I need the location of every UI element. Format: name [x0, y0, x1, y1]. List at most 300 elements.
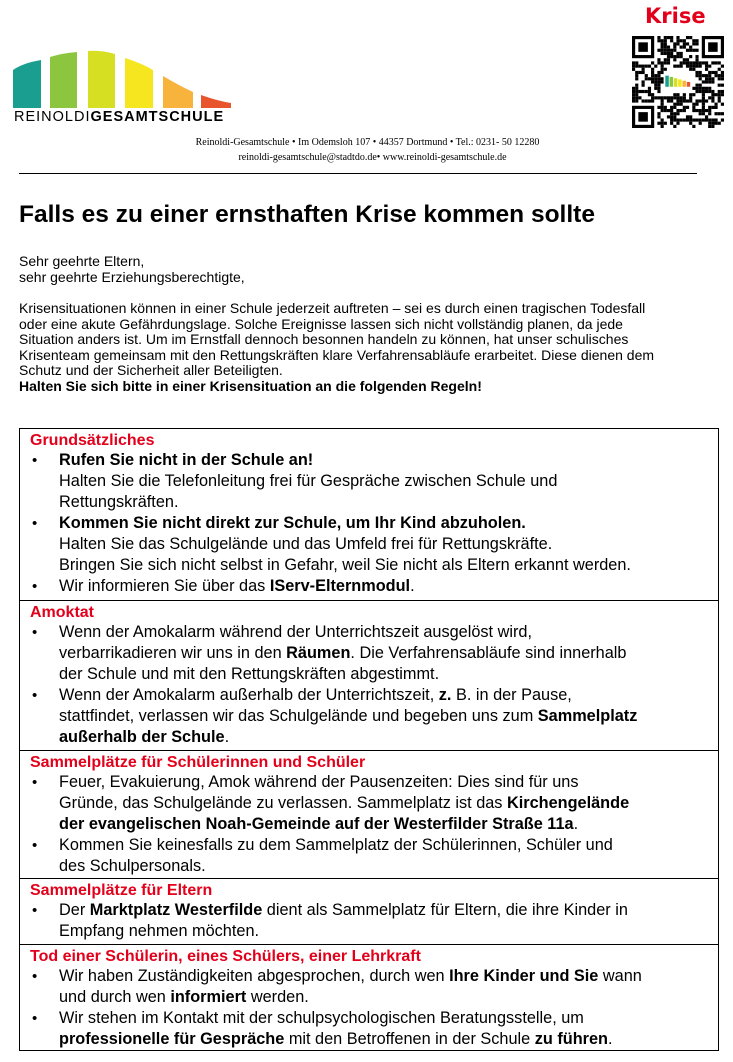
qr-module: [692, 125, 695, 128]
qr-module: [721, 118, 724, 121]
qr-module: [661, 71, 664, 74]
qr-module: [705, 109, 708, 112]
rule-text: Feuer, Evakuierung, Amok während der Pausenzeiten: Dies sind für uns: [59, 773, 579, 791]
qr-module: [657, 122, 660, 125]
qr-module: [654, 74, 657, 77]
qr-module: [645, 74, 648, 77]
qr-module: [673, 125, 676, 128]
qr-module: [680, 103, 683, 106]
section-title: Sammelplätze für Schülerinnen und Schüler: [30, 754, 366, 771]
qr-module: [673, 115, 676, 118]
section-title: Tod einer Schülerin, eines Schülers, einer Lehrkraft: [30, 948, 421, 965]
qr-module: [661, 65, 664, 68]
qr-module: [664, 42, 667, 45]
rule-text: Der: [59, 901, 90, 919]
qr-module: [711, 77, 714, 80]
intro-line: oder eine akute Gefährdungslage. Solche Ereignisse lassen sich nicht vollständig planen, da jede: [19, 315, 623, 332]
qr-module: [692, 118, 695, 121]
contact-line: reinoldi-gesamtschule@stadtdo.de• www.reinoldi-gesamtschule.de: [238, 152, 507, 163]
corner-label: Krise: [645, 4, 706, 28]
rule-line: [59, 987, 718, 1008]
logo-bar-4: [125, 58, 153, 108]
qr-module: [657, 90, 660, 93]
qr-module: [702, 96, 705, 99]
qr-module: [676, 42, 679, 45]
qr-module: [654, 65, 657, 68]
qr-module: [642, 80, 645, 83]
qr-module: [638, 96, 641, 99]
qr-module: [673, 58, 676, 61]
qr-module: [686, 49, 689, 52]
qr-module: [632, 68, 635, 71]
qr-module: [714, 74, 717, 77]
school-logo: [13, 50, 233, 108]
qr-module: [661, 96, 664, 99]
rule-line: [59, 576, 718, 597]
qr-module: [702, 112, 705, 115]
rule-item: [20, 1008, 718, 1050]
qr-module: [673, 96, 676, 99]
rule-emphasis: z.: [438, 686, 452, 704]
qr-module: [642, 84, 645, 87]
qr-module: [661, 80, 664, 83]
qr-module: [711, 118, 714, 121]
qr-module: [695, 58, 698, 61]
qr-module: [638, 90, 641, 93]
qr-module: [711, 125, 714, 128]
qr-finder: [638, 112, 648, 122]
qr-module: [661, 109, 664, 112]
qr-module: [673, 106, 676, 109]
qr-module: [695, 55, 698, 58]
qr-module: [661, 118, 664, 121]
rule-text: Kommen Sie keinesfalls zu dem Sammelplatz der Schülerinnen, Schüler und: [59, 836, 613, 854]
rule-line: [59, 685, 718, 706]
qr-module: [695, 74, 698, 77]
qr-module: [632, 90, 635, 93]
qr-module: [689, 118, 692, 121]
qr-module: [718, 112, 721, 115]
rules-list: [20, 772, 718, 877]
qr-module: [680, 55, 683, 58]
qr-module: [651, 96, 654, 99]
rule-text: Halten Sie die Telefonleitung frei für Gespräche zwischen Schule und: [59, 472, 558, 490]
qr-module: [670, 122, 673, 125]
rule-item: [20, 835, 718, 877]
section-title: Grundsätzliches: [30, 432, 155, 449]
rule-emphasis: IServ-Elternmodul: [269, 577, 411, 595]
rule-item: [20, 450, 718, 513]
qr-module: [657, 39, 660, 42]
qr-module: [705, 115, 708, 118]
qr-logo-bar: [665, 76, 668, 87]
rules-section: [20, 600, 718, 750]
qr-module: [680, 96, 683, 99]
rule-emphasis: Marktplatz Westerfilde: [89, 901, 263, 919]
qr-module: [721, 90, 724, 93]
qr-module: [718, 61, 721, 64]
qr-module: [664, 68, 667, 71]
qr-module: [635, 93, 638, 96]
qr-module: [714, 106, 717, 109]
section-title: Sammelplätze für Eltern: [30, 882, 213, 899]
qr-module: [667, 46, 670, 49]
qr-module: [661, 106, 664, 109]
qr-module: [673, 103, 676, 106]
qr-module: [673, 93, 676, 96]
qr-module: [718, 96, 721, 99]
rule-line: [59, 622, 718, 643]
qr-module: [695, 99, 698, 102]
intro-line: Krisensituationen können in einer Schule jederzeit auftreten – sei es durch einen tragischen Todesfall: [19, 300, 646, 316]
qr-module: [711, 122, 714, 125]
qr-module: [648, 93, 651, 96]
rule-emphasis: der evangelischen Noah-Gemeinde auf der Westerfilder Straße 11a: [59, 815, 574, 833]
qr-module: [699, 112, 702, 115]
qr-module: [718, 68, 721, 71]
address-line: Reinoldi-Gesamtschule • Im Odemsloh 107 • 44357 Dortmund • Tel.: 0231- 50 12280: [195, 137, 540, 148]
qr-module: [651, 71, 654, 74]
rule-line: [59, 966, 718, 987]
intro-line: Krisenteam gemeinsam mit den Rettungskräften klare Verfahrensabläufe erarbeitet. Diese dienen dem: [19, 346, 655, 363]
logo-bar-2: [50, 52, 77, 108]
qr-module: [673, 55, 676, 58]
qr-module: [676, 39, 679, 42]
qr-module: [699, 118, 702, 121]
qr-module: [642, 99, 645, 102]
qr-module: [664, 46, 667, 49]
qr-module: [714, 71, 717, 74]
qr-module: [680, 46, 683, 49]
qr-module: [657, 49, 660, 52]
rule-line: [59, 471, 718, 492]
qr-module: [714, 61, 717, 64]
qr-module: [651, 61, 654, 64]
qr-module: [692, 103, 695, 106]
qr-module: [673, 112, 676, 115]
qr-module: [676, 109, 679, 112]
qr-module: [686, 36, 689, 39]
qr-module: [676, 55, 679, 58]
qr-module: [708, 90, 711, 93]
qr-module: [721, 74, 724, 77]
qr-module: [661, 103, 664, 106]
rule-text: Halten Sie das Schulgelände und das Umfeld frei für Rettungskräfte.: [59, 535, 553, 553]
qr-module: [676, 118, 679, 121]
qr-module: [718, 122, 721, 125]
qr-module: [692, 61, 695, 64]
qr-module: [683, 99, 686, 102]
qr-module: [711, 80, 714, 83]
qr-module: [661, 68, 664, 71]
rule-item: [20, 685, 718, 748]
qr-module: [699, 65, 702, 68]
qr-module: [670, 106, 673, 109]
qr-module: [673, 42, 676, 45]
salutation: [19, 254, 719, 285]
qr-module: [702, 87, 705, 90]
qr-module: [680, 65, 683, 68]
intro-call-to-action: Halten Sie sich bitte in einer Krisensituation an die folgenden Regeln!: [19, 377, 482, 394]
qr-module: [686, 106, 689, 109]
qr-module: [692, 109, 695, 112]
qr-module: [664, 52, 667, 55]
rule-line: [59, 772, 718, 793]
qr-module: [680, 52, 683, 55]
rule-line: [59, 1029, 718, 1050]
rules-list: [20, 966, 718, 1050]
rule-line: [59, 664, 718, 685]
qr-module: [664, 36, 667, 39]
qr-module: [683, 96, 686, 99]
rule-text: . Die Verfahrensabläufe sind innerhalb: [350, 644, 627, 662]
qr-module: [680, 118, 683, 121]
qr-module: [683, 58, 686, 61]
rules-section: [20, 429, 718, 600]
qr-module: [695, 61, 698, 64]
qr-module: [721, 103, 724, 106]
qr-module: [664, 61, 667, 64]
qr-module: [708, 71, 711, 74]
qr-module: [661, 122, 664, 125]
qr-module: [670, 36, 673, 39]
qr-finder: [638, 42, 648, 52]
school-name-part2: GESAMTSCHULE: [90, 109, 225, 125]
qr-module: [695, 71, 698, 74]
qr-module: [708, 80, 711, 83]
rule-line: [59, 492, 718, 513]
qr-module: [654, 96, 657, 99]
qr-module: [645, 65, 648, 68]
qr-module: [645, 77, 648, 80]
rules-section: [20, 944, 718, 1052]
qr-module: [683, 42, 686, 45]
rule-emphasis: informiert: [170, 988, 247, 1006]
qr-module: [718, 77, 721, 80]
qr-module: [699, 109, 702, 112]
qr-module: [702, 118, 705, 121]
qr-module: [708, 122, 711, 125]
qr-module: [718, 90, 721, 93]
qr-module: [667, 115, 670, 118]
qr-module: [692, 65, 695, 68]
qr-module: [670, 49, 673, 52]
qr-module: [714, 118, 717, 121]
qr-module: [711, 106, 714, 109]
qr-module: [661, 39, 664, 42]
qr-module: [648, 65, 651, 68]
qr-module: [692, 39, 695, 42]
qr-module: [648, 87, 651, 90]
qr-module: [695, 49, 698, 52]
qr-module: [654, 87, 657, 90]
qr-module: [664, 122, 667, 125]
qr-module: [670, 115, 673, 118]
qr-module: [705, 87, 708, 90]
qr-module: [689, 65, 692, 68]
qr-module: [683, 39, 686, 42]
qr-module: [676, 52, 679, 55]
rule-text: des Schulpersonals.: [59, 857, 206, 875]
qr-module: [670, 112, 673, 115]
qr-module: [676, 122, 679, 125]
qr-module: [676, 99, 679, 102]
rule-text: und durch wen: [59, 988, 171, 1006]
qr-module: [705, 118, 708, 121]
rules-list: [20, 900, 718, 942]
qr-module: [699, 84, 702, 87]
rule-text: .: [410, 577, 415, 595]
rule-line: [59, 793, 718, 814]
qr-module: [673, 65, 676, 68]
qr-module: [708, 65, 711, 68]
qr-module: [635, 65, 638, 68]
rules-list: [20, 622, 718, 748]
rule-item: [20, 513, 718, 576]
qr-module: [661, 52, 664, 55]
rule-line: [59, 856, 718, 877]
qr-module: [667, 99, 670, 102]
qr-module: [686, 99, 689, 102]
qr-logo-bar: [674, 78, 677, 87]
qr-module: [702, 90, 705, 93]
qr-module: [654, 77, 657, 80]
qr-module: [699, 99, 702, 102]
qr-module: [686, 58, 689, 61]
qr-module: [708, 96, 711, 99]
qr-module: [689, 122, 692, 125]
qr-module: [635, 71, 638, 74]
qr-module: [638, 71, 641, 74]
rule-emphasis: Kommen Sie nicht direkt zur Schule, um Ihr Kind abzuholen.: [59, 514, 526, 532]
qr-module: [635, 99, 638, 102]
qr-module: [642, 71, 645, 74]
qr-module: [702, 106, 705, 109]
rule-emphasis: Sammelplatz: [537, 707, 638, 725]
rule-item: [20, 772, 718, 835]
rules-section: [20, 750, 718, 878]
rule-item: [20, 622, 718, 685]
rule-text: stattfindet, verlassen wir das Schulgelände und begeben uns zum: [59, 707, 538, 725]
qr-logo-bar: [687, 82, 690, 87]
qr-module: [657, 80, 660, 83]
qr-module: [680, 39, 683, 42]
rule-text: der Schule und mit den Rettungskräften abgestimmt.: [59, 665, 440, 683]
qr-module: [689, 115, 692, 118]
qr-module: [657, 87, 660, 90]
school-name: [14, 109, 224, 125]
qr-module: [718, 93, 721, 96]
qr-module: [689, 46, 692, 49]
qr-module: [714, 93, 717, 96]
qr-module: [657, 115, 660, 118]
qr-module: [686, 61, 689, 64]
qr-module: [651, 77, 654, 80]
rule-line: [59, 643, 718, 664]
qr-module: [689, 36, 692, 39]
qr-module: [676, 112, 679, 115]
qr-code-icon: [632, 36, 724, 128]
qr-module: [683, 109, 686, 112]
qr-module: [667, 96, 670, 99]
qr-module: [708, 118, 711, 121]
rule-text: verbarrikadieren wir uns in den: [59, 644, 287, 662]
qr-module: [695, 118, 698, 121]
qr-module: [695, 84, 698, 87]
qr-module: [667, 61, 670, 64]
rule-item: [20, 966, 718, 1008]
qr-module: [708, 125, 711, 128]
qr-module: [702, 93, 705, 96]
qr-module: [680, 99, 683, 102]
qr-module: [705, 99, 708, 102]
qr-module: [667, 109, 670, 112]
rule-line: [59, 814, 718, 835]
qr-module: [676, 96, 679, 99]
salutation-line: Sehr geehrte Eltern,: [19, 253, 145, 269]
qr-module: [705, 80, 708, 83]
qr-module: [657, 61, 660, 64]
qr-module: [711, 96, 714, 99]
qr-module: [695, 42, 698, 45]
qr-module: [689, 68, 692, 71]
qr-module: [664, 49, 667, 52]
qr-module: [657, 74, 660, 77]
qr-module: [667, 58, 670, 61]
qr-module: [670, 109, 673, 112]
qr-module: [689, 55, 692, 58]
qr-module: [695, 90, 698, 93]
qr-module: [702, 80, 705, 83]
qr-module: [699, 71, 702, 74]
qr-module: [686, 118, 689, 121]
rule-text: .: [607, 1030, 613, 1048]
rule-emphasis: Räumen: [286, 644, 351, 662]
qr-module: [705, 61, 708, 64]
qr-module: [661, 49, 664, 52]
rule-item: [20, 576, 718, 597]
rule-emphasis: Ihre Kinder und Sie: [449, 967, 599, 985]
qr-module: [654, 84, 657, 87]
rule-text: Wenn der Amokalarm während der Unterrichtszeit ausgelöst wird,: [59, 623, 532, 641]
qr-module: [635, 87, 638, 90]
qr-module: [635, 61, 638, 64]
qr-module: [661, 61, 664, 64]
qr-module: [635, 84, 638, 87]
qr-module: [718, 84, 721, 87]
qr-module: [648, 90, 651, 93]
qr-module: [692, 106, 695, 109]
qr-module: [676, 65, 679, 68]
qr-module: [699, 74, 702, 77]
qr-module: [676, 93, 679, 96]
rule-text: .: [224, 728, 230, 746]
qr-module: [708, 74, 711, 77]
qr-module: [664, 39, 667, 42]
qr-module: [632, 65, 635, 68]
qr-module: [645, 90, 648, 93]
rule-emphasis: Rufen Sie nicht in der Schule an!: [59, 451, 314, 469]
qr-module: [705, 77, 708, 80]
qr-module: [651, 99, 654, 102]
qr-module: [721, 112, 724, 115]
qr-module: [661, 42, 664, 45]
rule-text: Rettungskräften.: [59, 493, 179, 511]
qr-module: [714, 112, 717, 115]
rules-section: [20, 878, 718, 944]
rule-text: wann: [598, 967, 642, 985]
qr-module: [702, 103, 705, 106]
